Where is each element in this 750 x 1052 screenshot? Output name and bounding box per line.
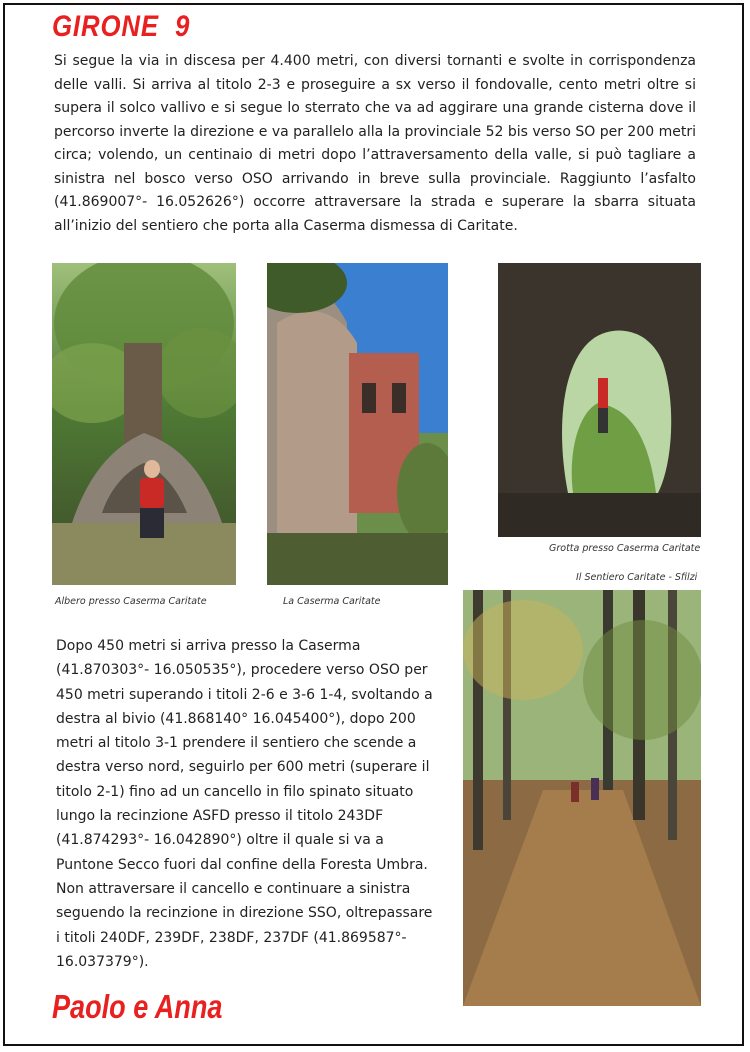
intro-paragraph: Si segue la via in discesa per 4.400 metri, con diversi tornanti e svolte in corrispondenza delle valli. Si arriva al titolo 2-3 e proseguire a sx verso il fondovalle, cento metri oltre si supera il solco vallivo e si segue lo sterrato che va ad aggirare una grande cisterna dove il percorso inverte la direzione e va parallelo alla la provinciale 52 bis verso SO per 200 metri circa; volendo, un centinaio di metri dopo l’attraversamento della valle, si può tagliare a sinistra nel bosco verso OSO arrivando in breve sulla provinciale. Raggiunto l’asfalto (41.869007°- 16.052626°) occorre attraversare la strada e superare la sbarra situata all’inizio del sentiero che porta alla Caserma dismessa di Caritate. [54, 53, 696, 234]
signature: Paolo e Anna [52, 988, 223, 1025]
tree-photo-caption: Albero presso Caserma Caritate [55, 596, 207, 607]
cave-photo-caption: Grotta presso Caserma Caritate [549, 543, 701, 554]
barracks-photo [267, 263, 448, 585]
cave-photo [498, 263, 701, 537]
barracks-photo-caption: La Caserma Caritate [283, 596, 381, 607]
page-title: GIRONE 9 [52, 10, 191, 43]
path-photo-caption: Il Sentiero Caritate - Sfilzi [576, 572, 698, 583]
tree-photo [52, 263, 236, 585]
path-photo [463, 590, 701, 1006]
second-paragraph: Dopo 450 metri si arriva presso la Caserma (41.870303°- 16.050535°), procedere verso OSO per 450 metri superando i titoli 2-6 e 3-6 1-4, svoltando a destra al bivio (41.868140° 16.045400°), dopo 200 metri al titolo 3-1 prendere il sentiero che scende a destra verso nord, seguirlo per 600 metri (superare il titolo 2-1) fino ad un cancello in filo spinato situato lungo la recinzione ASFD presso il titolo 243DF (41.874293°- 16.042890°) oltre il quale si va a Puntone Secco fuori dal confine della Foresta Umbra. Non attraversare il cancello e continuare a sinistra seguendo la recinzione in direzione SSO, oltrepassare i titoli 240DF, 239DF, 238DF, 237DF (41.869587°- 16.037379°). [56, 638, 433, 970]
